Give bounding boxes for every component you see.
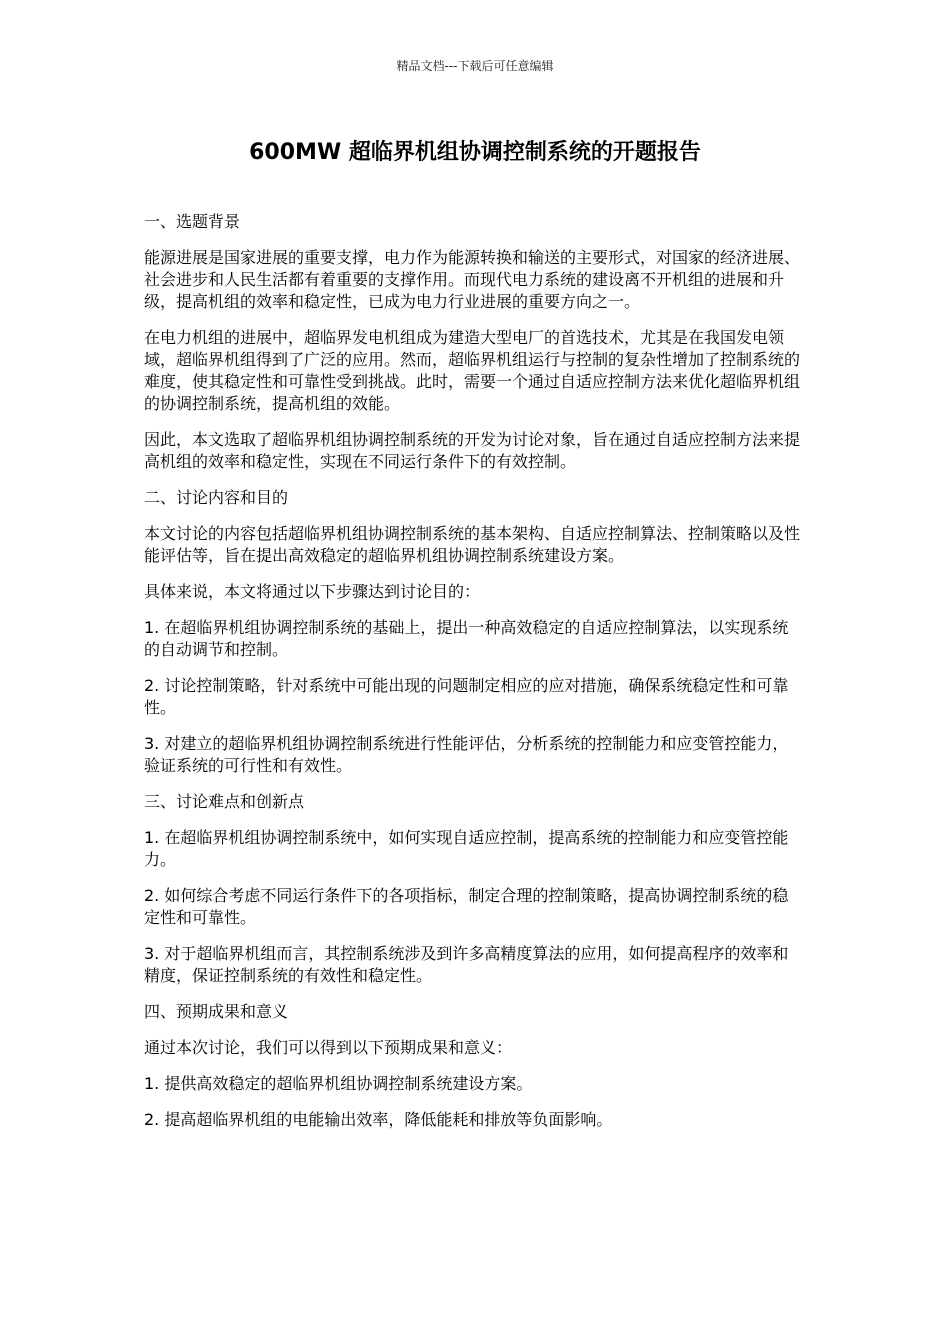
list-item: 1. 在超临界机组协调控制系统的基础上，提出一种高效稳定的自适应控制算法，以实现系统的自动调节和控制。 (144, 618, 789, 659)
list-item: 3. 对建立的超临界机组协调控制系统进行性能评估，分析系统的控制能力和应变管控能力，验证系统的可行性和有效性。 (144, 734, 789, 775)
paragraph: 在电力机组的进展中，超临界发电机组成为建造大型电厂的首选技术，尤其是在我国发电领域，超临界机组得到了广泛的应用。然而，超临界机组运行与控制的复杂性增加了控制系统的难度，使其稳定性和可靠性受到挑战。此时，需要一个通过自适应控制方法来优化超临界机组的协调控制系统，提高机组的效能。 (144, 328, 801, 413)
paragraph: 能源进展是国家进展的重要支撑，电力作为能源转换和输送的主要形式，对国家的经济进展、社会进步和人民生活都有着重要的支撑作用。而现代电力系统的建设离不开机组的进展和升级，提高机组的效率和稳定性，已成为电力行业进展的重要方向之一。 (144, 248, 801, 311)
header-note: 精品文档---下载后可任意编辑 (396, 59, 554, 73)
paragraph: 具体来说，本文将通过以下步骤达到讨论目的： (144, 582, 481, 601)
document-title: 600MW 超临界机组协调控制系统的开题报告 (249, 140, 701, 165)
document-body (144, 211, 804, 1145)
list-item: 3. 对于超临界机组而言，其控制系统涉及到许多高精度算法的应用，如何提高程序的效率和精度，保证控制系统的有效性和稳定性。 (144, 944, 789, 985)
paragraph: 通过本次讨论，我们可以得到以下预期成果和意义： (144, 1038, 513, 1057)
list-item: 2. 提高超临界机组的电能输出效率，降低能耗和排放等负面影响。 (144, 1110, 613, 1129)
paragraph: 本文讨论的内容包括超临界机组协调控制系统的基本架构、自适应控制算法、控制策略以及性能评估等，旨在提出高效稳定的超临界机组协调控制系统建设方案。 (144, 524, 801, 565)
list-item: 2. 如何综合考虑不同运行条件下的各项指标，制定合理的控制策略，提高协调控制系统的稳定性和可靠性。 (144, 886, 789, 927)
list-item: 2. 讨论控制策略，针对系统中可能出现的问题制定相应的应对措施，确保系统稳定性和可靠性。 (144, 676, 789, 717)
section-heading-content: 二、讨论内容和目的 (144, 488, 289, 507)
section-heading-outcomes: 四、预期成果和意义 (144, 1002, 289, 1021)
paragraph: 因此，本文选取了超临界机组协调控制系统的开发为讨论对象，旨在通过自适应控制方法来提高机组的效率和稳定性，实现在不同运行条件下的有效控制。 (144, 430, 801, 471)
list-item: 1. 在超临界机组协调控制系统中，如何实现自适应控制，提高系统的控制能力和应变管控能力。 (144, 828, 789, 869)
list-item: 1. 提供高效稳定的超临界机组协调控制系统建设方案。 (144, 1074, 533, 1093)
section-heading-background: 一、选题背景 (144, 212, 241, 231)
section-heading-difficulties: 三、讨论难点和创新点 (144, 792, 305, 811)
